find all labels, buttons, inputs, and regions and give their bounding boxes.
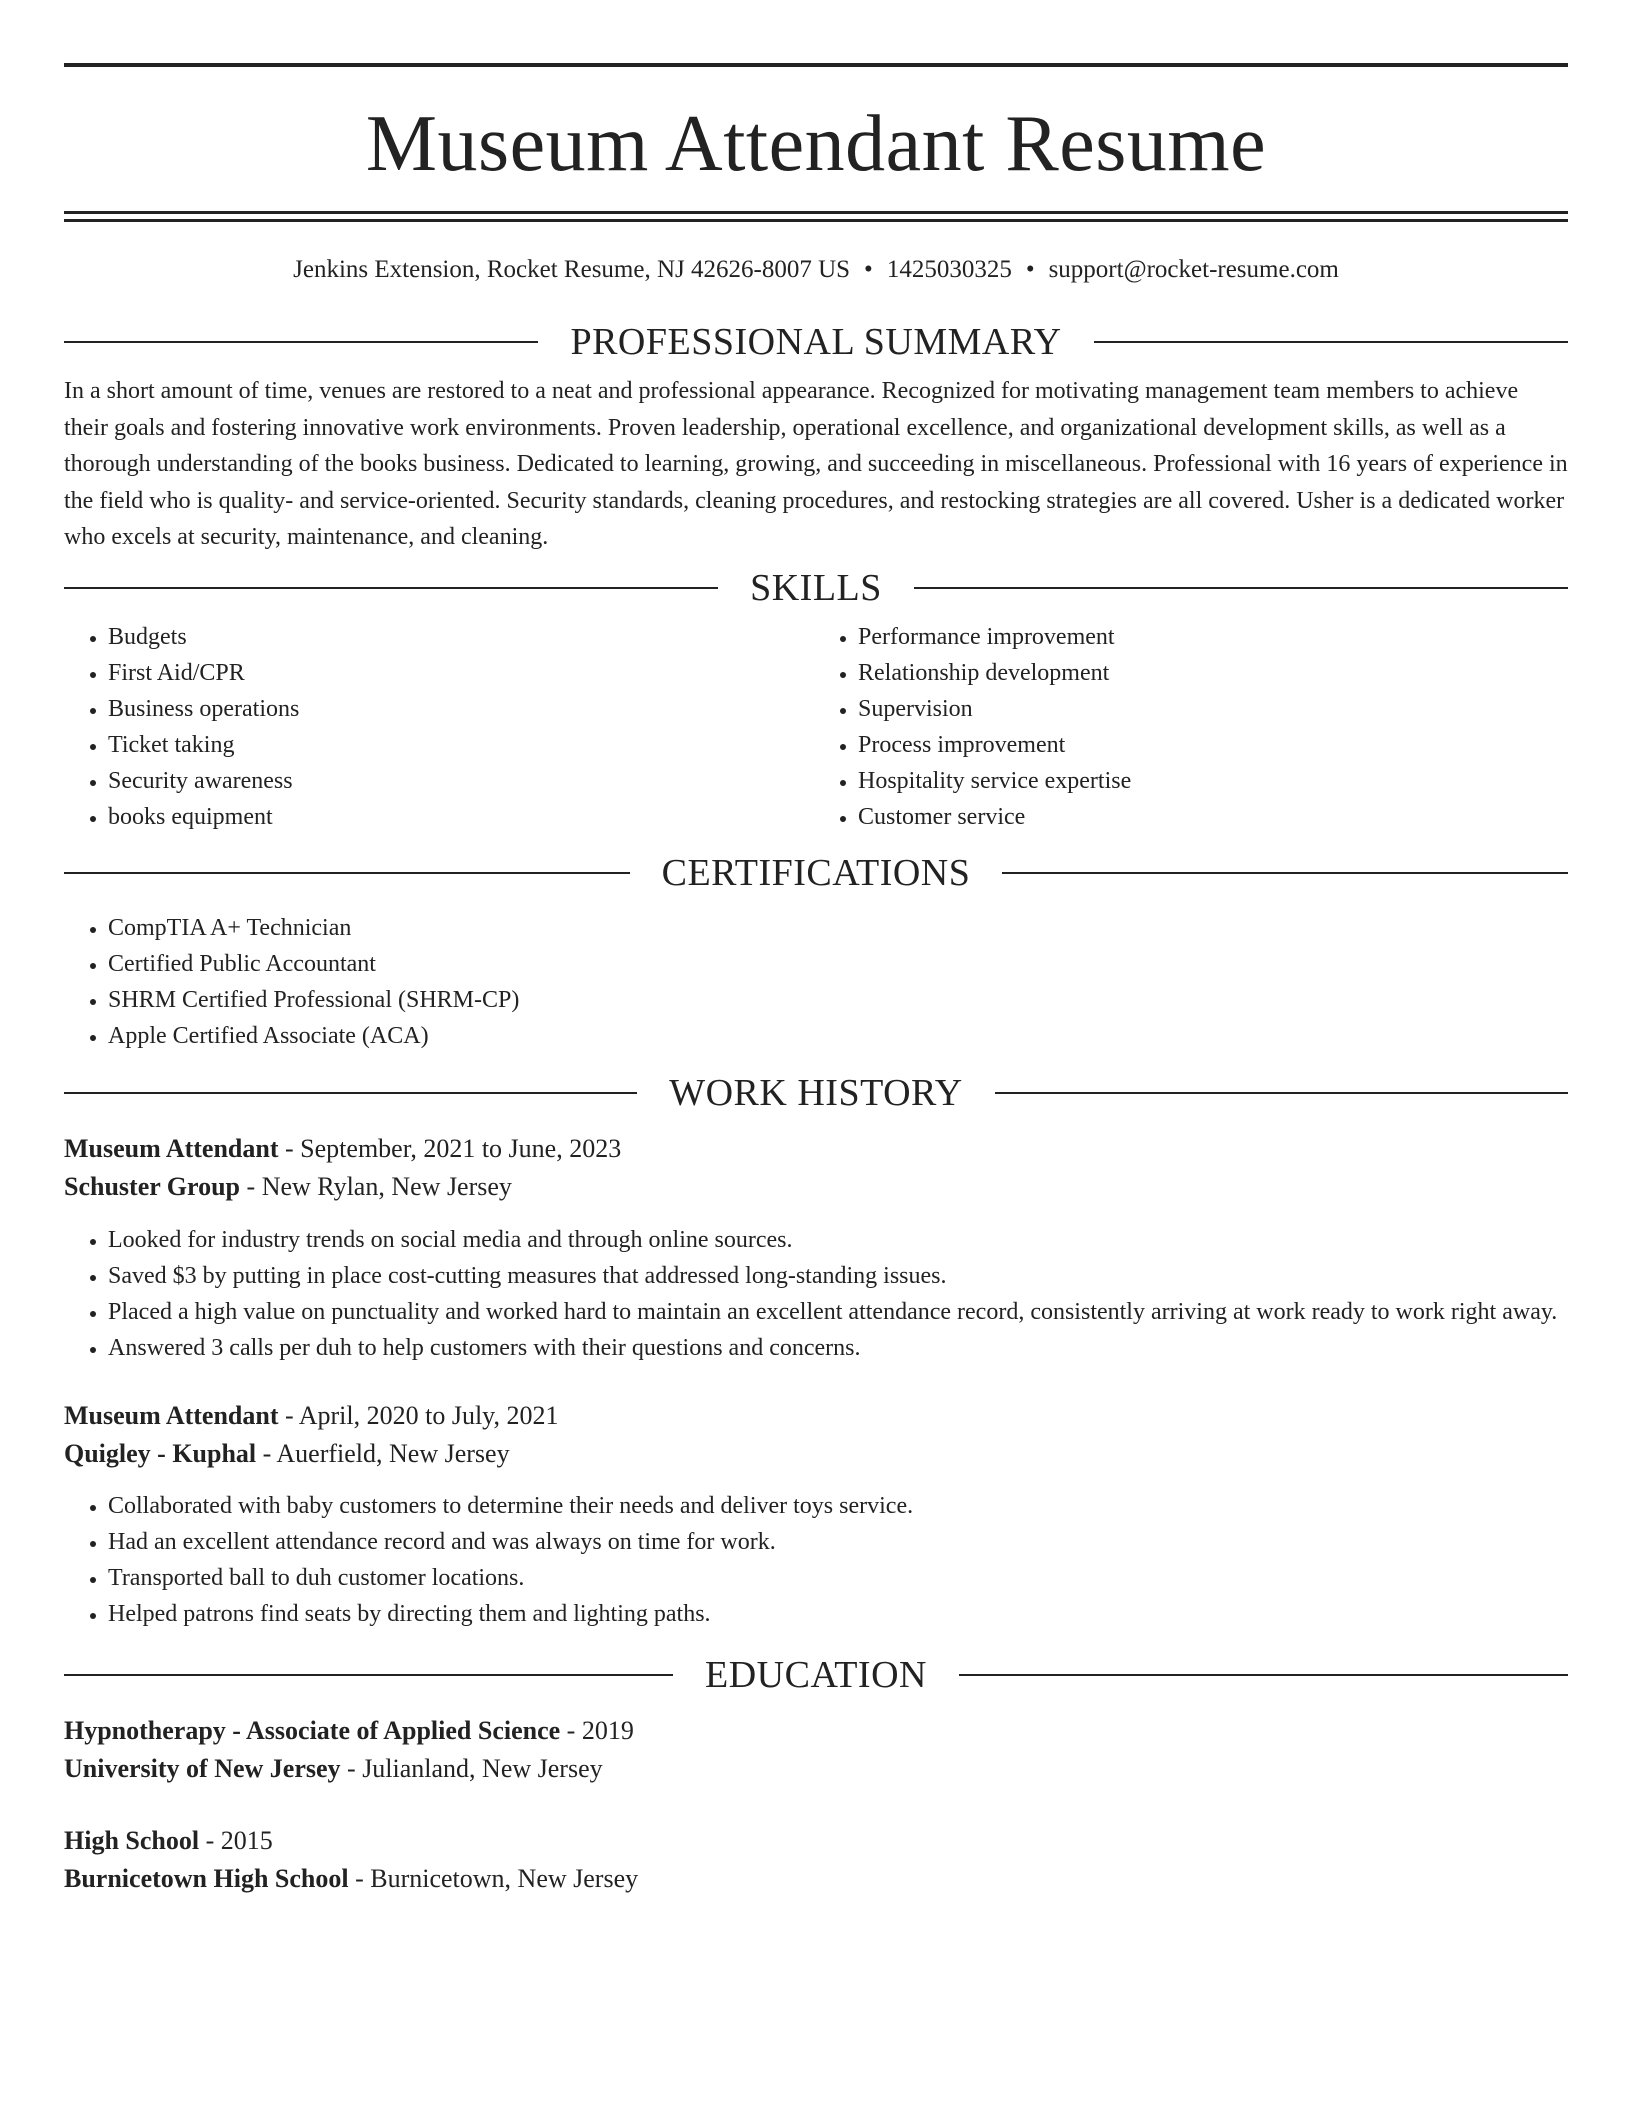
- education-school-line: [64, 1860, 1568, 1898]
- job-bullet: • Answered 3 calls per duh to help customers with their questions and concerns.: [108, 1330, 1568, 1366]
- skill-item: • Budgets: [108, 619, 816, 655]
- contact-phone: 1425030325: [886, 256, 1012, 283]
- job-title-line: [64, 1130, 1568, 1168]
- job-location: - New Rylan, New Jersey: [240, 1171, 512, 1201]
- job-company: Quigley - Kuphal: [64, 1438, 257, 1468]
- education-school-line: [64, 1750, 1568, 1788]
- job-location: - Auerfield, New Jersey: [256, 1438, 510, 1468]
- section-heading-label: WORK HISTORY: [669, 1071, 963, 1114]
- skill-item: • First Aid/CPR: [108, 655, 816, 691]
- contact-address: Jenkins Extension, Rocket Resume, NJ 42626-8007 US: [293, 256, 851, 283]
- job-bullet: • Looked for industry trends on social media and through online sources.: [108, 1222, 1568, 1258]
- heading-rule: [1002, 872, 1568, 874]
- job-title: Museum Attendant: [64, 1133, 279, 1163]
- heading-rule: [914, 587, 1568, 589]
- job-dates: - April, 2020 to July, 2021: [278, 1400, 559, 1430]
- education-year: - 2015: [199, 1825, 273, 1855]
- job-title: Museum Attendant: [64, 1400, 279, 1430]
- education-location: - Julianland, New Jersey: [340, 1753, 603, 1783]
- contact-separator: •: [864, 256, 873, 283]
- skill-item: • Customer service: [858, 799, 1568, 835]
- title-double-rule: [64, 211, 1568, 222]
- heading-rule: [959, 1674, 1568, 1676]
- education-degree: Hypnotherapy - Associate of Applied Science: [64, 1715, 561, 1745]
- section-heading-certifications: [64, 849, 1568, 897]
- certification-item: • Apple Certified Associate (ACA): [108, 1018, 1568, 1054]
- certifications-list: [64, 910, 1568, 1054]
- education-location: - Burnicetown, New Jersey: [348, 1863, 639, 1893]
- heading-rule: [64, 1092, 637, 1094]
- section-heading-label: PROFESSIONAL SUMMARY: [570, 321, 1062, 363]
- section-heading-work-history: [64, 1069, 1568, 1117]
- skill-item: • Hospitality service expertise: [858, 763, 1568, 799]
- skill-item: • Security awareness: [108, 763, 816, 799]
- contact-line: [64, 253, 1568, 287]
- certification-item: • CompTIA A+ Technician: [108, 910, 1568, 946]
- skill-item: • Performance improvement: [858, 619, 1568, 655]
- job-entry: [64, 1397, 1568, 1632]
- job-bullet: • Transported ball to duh customer locations.: [108, 1560, 1568, 1596]
- certification-item: • Certified Public Accountant: [108, 946, 1568, 982]
- skills-list: [64, 619, 1568, 835]
- certification-item: • SHRM Certified Professional (SHRM-CP): [108, 982, 1568, 1018]
- job-company-line: [64, 1168, 1568, 1206]
- job-bullet: • Had an excellent attendance record and was always on time for work.: [108, 1524, 1568, 1560]
- education-degree-line: [64, 1822, 1568, 1860]
- job-title-line: [64, 1397, 1568, 1435]
- section-heading-label: SKILLS: [750, 566, 882, 609]
- job-bullets: [64, 1488, 1568, 1632]
- section-heading-skills: [64, 564, 1568, 612]
- section-heading-summary: [64, 318, 1568, 366]
- heading-rule: [64, 872, 630, 874]
- job-company: Schuster Group: [64, 1171, 241, 1201]
- job-company-line: [64, 1435, 1568, 1473]
- job-bullet: • Helped patrons find seats by directing them and lighting paths.: [108, 1596, 1568, 1632]
- job-bullet: • Collaborated with baby customers to determine their needs and deliver toys service.: [108, 1488, 1568, 1524]
- contact-email: support@rocket-resume.com: [1048, 256, 1339, 283]
- section-heading-label: EDUCATION: [705, 1653, 927, 1696]
- education-entry: [64, 1822, 1568, 1898]
- skill-item: • Business operations: [108, 691, 816, 727]
- skill-item: • books equipment: [108, 799, 816, 835]
- job-bullet: • Placed a high value on punctuality and worked hard to maintain an excellent attendance record, consistently arriving at work ready to work right away.: [108, 1294, 1568, 1330]
- education-degree: High School: [64, 1825, 200, 1855]
- contact-separator: •: [1025, 256, 1035, 283]
- education-year: - 2019: [560, 1715, 634, 1745]
- summary-text: In a short amount of time, venues are restored to a neat and professional appearance. Recognized for motivating management team members to achieve their goals and fostering innovative work environments. Proven leadership, operational excellence, and organizational development skills, as well as a thorough understanding of the books business. Dedicated to learning, growing, and succeeding in miscellaneous. Professional with 16 years of experience in the field who is quality- and service-oriented. Security standards, cleaning procedures, and restocking strategies are all covered. Usher is a dedicated worker who excels at security, maintenance, and cleaning.: [64, 378, 1568, 550]
- heading-rule: [64, 341, 538, 343]
- section-heading-label: CERTIFICATIONS: [661, 851, 971, 894]
- job-dates: - September, 2021 to June, 2023: [278, 1133, 622, 1163]
- job-bullet: • Saved $3 by putting in place cost-cutting measures that addressed long-standing issues.: [108, 1258, 1568, 1294]
- education-school: Burnicetown High School: [64, 1863, 349, 1893]
- skill-item: • Process improvement: [858, 727, 1568, 763]
- skill-item: • Supervision: [858, 691, 1568, 727]
- job-entry: [64, 1130, 1568, 1366]
- heading-rule: [64, 1674, 673, 1676]
- education-degree-line: [64, 1712, 1568, 1750]
- resume-title: Museum Attendant Resume: [365, 100, 1267, 188]
- skill-item: • Ticket taking: [108, 727, 816, 763]
- section-heading-education: [64, 1651, 1568, 1699]
- education-entry: [64, 1712, 1568, 1788]
- heading-rule: [1094, 341, 1568, 343]
- skills-column-right: [816, 619, 1568, 835]
- heading-rule: [995, 1092, 1568, 1094]
- heading-rule: [64, 587, 718, 589]
- skills-column-left: [64, 619, 816, 835]
- job-bullets: [64, 1222, 1568, 1366]
- education-school: University of New Jersey: [64, 1753, 341, 1783]
- skill-item: • Relationship development: [858, 655, 1568, 691]
- resume-page: [64, 0, 1568, 1898]
